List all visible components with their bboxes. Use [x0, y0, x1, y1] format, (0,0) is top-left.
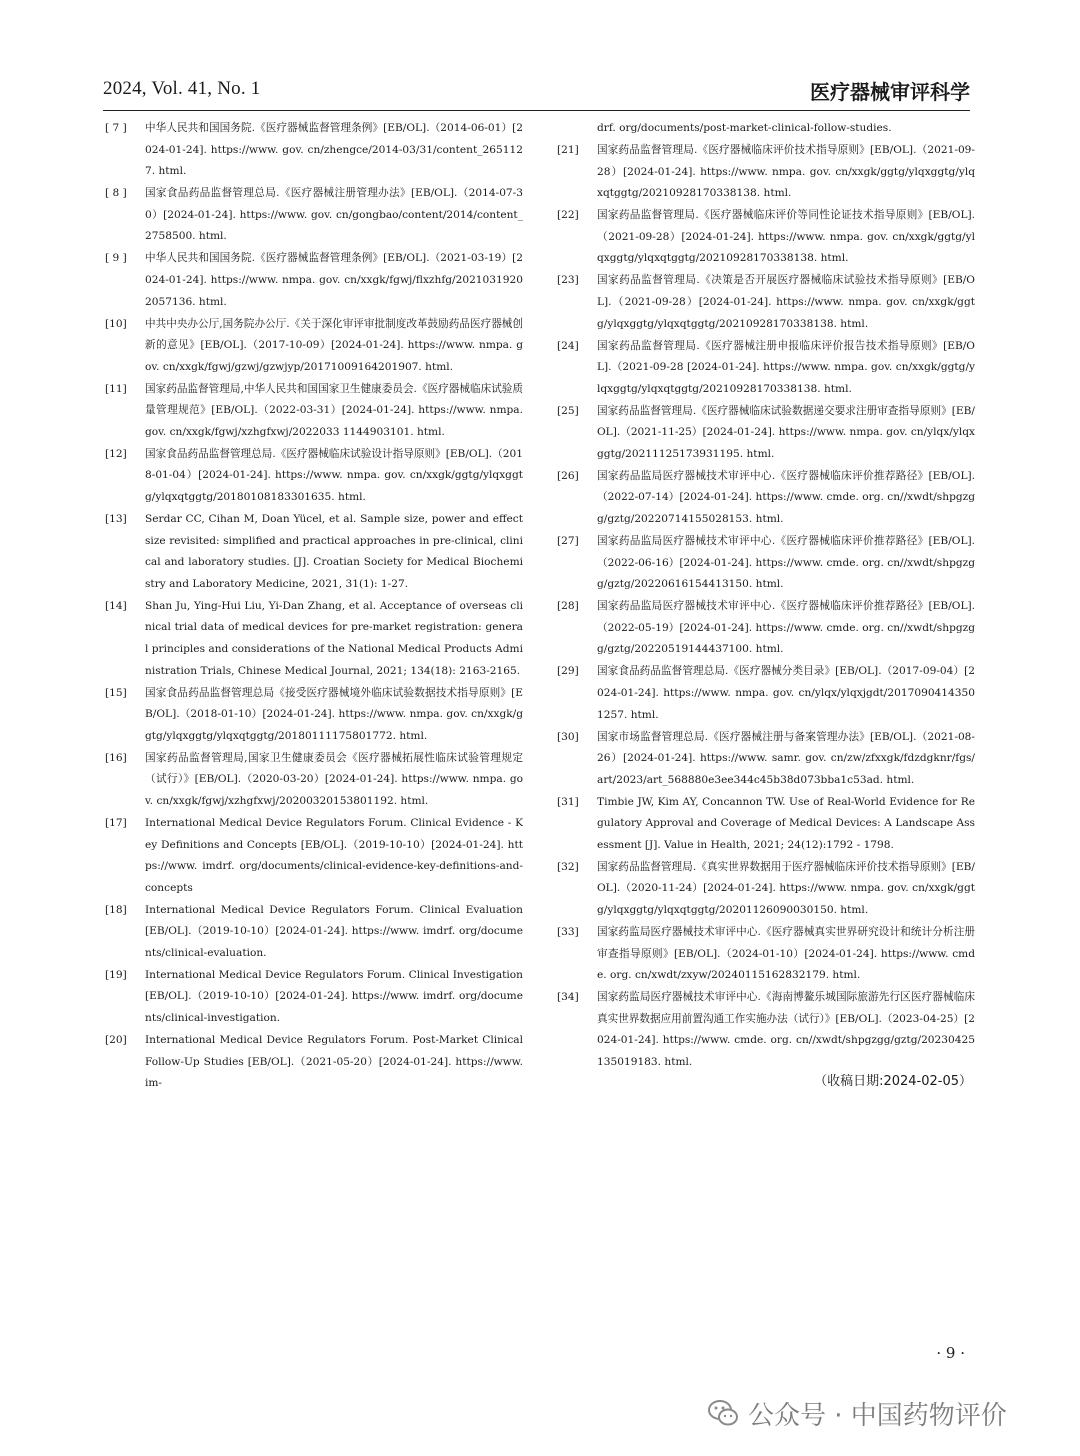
reference-item: [105, 596, 523, 682]
reference-number: [16]: [105, 751, 127, 764]
reference-text: Serdar CC, Cihan M, Doan Yücel, et al. Sample size, power and effect size revisited: simplified and practical approaches in pre-clinical, clinical and laboratory studies. [J]. Croatian Society for Medical Biochemistry and Laboratory Medicine, 2021, 31(1): 1-27.: [145, 513, 523, 590]
reference-item: [557, 140, 975, 205]
reference-text: 国家药品监督管理局,中华人民共和国国家卫生健康委员会.《医疗器械临床试验质量管理规范》[EB/OL].（2022-03-31）[2024-01-24]. https://www. nmpa. gov. cn/xxgk/fgwj/xzhgfxwj/2022033 1144903101. html.: [145, 382, 523, 438]
reference-text: 国家药品监督管理局.《医疗器械临床评价技术指导原则》[EB/OL].（2021-09-28）[2024-01-24]. https://www. nmpa. gov. cn/xxgk/ggtg/ylqxggtg/ylqxqtggtg/20210928170338138. html.: [597, 143, 975, 200]
reference-number: [12]: [105, 447, 127, 460]
reference-item: [105, 1030, 523, 1095]
reference-number: [20]: [105, 1034, 127, 1047]
reference-item: [105, 509, 523, 595]
reference-item: [105, 248, 523, 313]
reference-text: International Medical Device Regulators Forum. Clinical Evidence - Key Definitions and Concepts [EB/OL].（2019-10-10）[2024-01-24]. https://www. imdrf. org/documents/clinical-evidence-key-definitions-and-concepts: [145, 816, 523, 894]
reference-item: [557, 205, 975, 270]
reference-text: Timbie JW, Kim AY, Concannon TW. Use of Real-World Evidence for Regulatory Approval and Coverage of Medical Devices: A Landscape Assessment [J]. Value in Health, 2021; 24(12):1792 - 1798.: [597, 795, 975, 851]
reference-text: 国家药监局医疗器械技术审评中心.《医疗器械真实世界研究设计和统计分析注册审查指导原则》[EB/OL].（2024-01-10）[2024-01-24]. https://www. cmde. org. cn/xwdt/zxyw/20240115162832179. html.: [597, 926, 975, 982]
reference-continuation: drf. org/documents/post-market-clinical-follow-studies.: [597, 122, 892, 134]
reference-text: 国家药品监督管理局.《医疗器械注册申报临床评价报告技术指导原则》[EB/OL].（2021-09-28 [2024-01-24]. https://www. nmpa. gov. cn/xxgk/ggtg/ylqxggtg/ylqxqtggtg/20210928170338138. html.: [597, 339, 975, 395]
reference-text: 国家药品监局医疗器械技术审评中心.《医疗器械临床评价推荐路径》[EB/OL].（2022-05-19）[2024-01-24]. https://www. cmde. org. cn//xwdt/shpgzgg/gztg/20220519144437100. html.: [597, 600, 975, 656]
reference-text: 国家药监局医疗器械技术审评中心.《海南博鳌乐城国际旅游先行区医疗器械临床真实世界数据应用前置沟通工作实施办法（试行）》[EB/OL].（2023-04-25）[2024-01-24]. https://www. cmde. org. cn//xwdt/shpgzgg/gztg/20230425135019183. html.: [597, 991, 975, 1068]
reference-item: [557, 596, 975, 661]
watermark-text: 公众号 · 中国药物评价: [748, 1400, 1007, 1431]
reference-item: [105, 965, 523, 1030]
reference-text: 国家药品监督管理局.《决策是否开展医疗器械临床试验技术指导原则》[EB/OL].（2021-09-28）[2024-01-24]. https://www. nmpa. gov. cn/xxgk/ggtg/ylqxggtg/ylqxqtggtg/20210928170338138. html.: [597, 274, 975, 330]
reference-item: [557, 792, 975, 857]
reference-number: [26]: [557, 469, 579, 482]
reference-text: 国家药品监督管理局.《真实世界数据用于医疗器械临床评价技术指导原则》[EB/OL].（2020-11-24）[2024-01-24]. https://www. nmpa. gov. cn/xxgk/ggtg/ylqxggtg/ylqxqtggtg/20201126090030150. html.: [597, 860, 975, 917]
reference-text: 国家药品监督管理局.《医疗器械临床评价等同性论证技术指导原则》[EB/OL].（2021-09-28）[2024-01-24]. https://www. nmpa. gov. cn/xxgk/ggtg/ylqxggtg/ylqxqtggtg/20210928170338138. html.: [597, 209, 975, 265]
reference-item: [105, 813, 523, 899]
reference-text: 国家药品监局医疗器械技术审评中心.《医疗器械临床评价推荐路径》[EB/OL].（2022-07-14）[2024-01-24]. https://www. cmde. org. cn//xwdt/shpgzgg/gztg/20220714155028153. html.: [597, 469, 975, 526]
running-header: [103, 74, 970, 111]
reference-number: [11]: [105, 382, 127, 395]
reference-number: [25]: [557, 404, 579, 417]
journal-title: 医疗器械审评科学: [810, 80, 970, 104]
wechat-watermark: [706, 1393, 1007, 1433]
reference-item: [105, 379, 523, 444]
reference-number: [32]: [557, 860, 579, 873]
reference-column-right: [557, 118, 975, 1074]
reference-number: [34]: [557, 991, 579, 1004]
reference-number: [18]: [105, 903, 127, 916]
reference-item: [557, 270, 975, 335]
reference-text: 中共中央办公厅,国务院办公厅.《关于深化审评审批制度改革鼓励药品医疗器械创新的意见》[EB/OL].（2017-10-09）[2024-01-24]. https://www. nmpa. gov. cn/xxgk/fgwj/gzwj/gzwjyp/20171009164201907. html.: [145, 317, 523, 373]
reference-text: 国家市场监督管理总局.《医疗器械注册与备案管理办法》[EB/OL].（2021-08-26）[2024-01-24]. https://www. samr. gov. cn/zw/zfxxgk/fdzdgknr/fgs/art/2023/art_568880e3ee344c45b38d073bba1c53ad. html.: [597, 730, 975, 786]
reference-text: Shan Ju, Ying-Hui Liu, Yi-Dan Zhang, et al. Acceptance of overseas clinical trial data of medical devices for pre-market registration: general principles and considerations of the National Medical Products Administration Trials, Chinese Medical Journal, 2021; 134(18): 2163-2165.: [145, 599, 523, 677]
page-number: · 9 ·: [936, 1344, 965, 1362]
reference-text: 国家药品监局医疗器械技术审评中心.《医疗器械临床评价推荐路径》[EB/OL].（2022-06-16）[2024-01-24]. https://www. cmde. org. cn//xwdt/shpgzgg/gztg/20220616154413150. html.: [597, 535, 975, 591]
reference-item: [557, 661, 975, 726]
reference-item: [105, 314, 523, 379]
reference-number: [21]: [557, 143, 579, 156]
reference-text: 中华人民共和国国务院.《医疗器械监督管理条例》[EB/OL].（2021-03-19）[2024-01-24]. https://www. nmpa. gov. cn/xxgk/fgwj/flxzhfg/20210319202057136. html.: [145, 252, 523, 308]
reference-item: [557, 857, 975, 922]
reference-item: [105, 118, 523, 183]
reference-number: [33]: [557, 926, 579, 939]
reference-item: [557, 336, 975, 401]
reference-item: [557, 531, 975, 596]
reference-item: [557, 727, 975, 792]
reference-number: [31]: [557, 795, 579, 808]
reference-item: [557, 466, 975, 531]
reference-number: [14]: [105, 599, 127, 612]
reference-column-left: [105, 118, 523, 1095]
reference-number: [28]: [557, 600, 579, 613]
received-date: （收稿日期:2024-02-05）: [814, 1074, 972, 1089]
reference-item: [105, 183, 523, 248]
reference-text: International Medical Device Regulators Forum. Post-Market Clinical Follow-Up Studies [EB/OL].（2021-05-20）[2024-01-24]. https://www. im-: [145, 1034, 523, 1090]
wechat-icon: [706, 1396, 740, 1430]
reference-number: [15]: [105, 686, 127, 699]
reference-number: [ 7 ]: [105, 122, 127, 134]
reference-text: 国家食品药品监督管理总局.《医疗器械注册管理办法》[EB/OL].（2014-07-30）[2024-01-24]. https://www. gov. cn/gongbao/content/2014/content_2758500. html.: [145, 187, 523, 243]
reference-item: [557, 922, 975, 987]
reference-number: [13]: [105, 513, 127, 526]
reference-text: 中华人民共和国国务院.《医疗器械监督管理条例》[EB/OL].（2014-06-01）[2024-01-24]. https://www. gov. cn/zhengce/2014-03/31/content_2651127. html.: [145, 122, 523, 178]
reference-text: 国家食品药品监督管理总局.《医疗器械临床试验设计指导原则》[EB/OL].（2018-01-04）[2024-01-24]. https://www. nmpa. gov. cn/xxgk/ggtg/ylqxggtg/ylqxqtggtg/20180108183301635. html.: [145, 447, 523, 504]
reference-item: [105, 444, 523, 509]
reference-item: [105, 900, 523, 965]
reference-text: 国家食品药品监督管理总局.《医疗器械分类目录》[EB/OL].（2017-09-04）[2024-01-24]. https://www. nmpa. gov. cn/ylqx/ylqxjgdt/20170904143501257. html.: [597, 665, 975, 721]
reference-number: [ 9 ]: [105, 252, 127, 265]
reference-number: [10]: [105, 317, 127, 330]
reference-text: International Medical Device Regulators Forum. Clinical Evaluation [EB/OL].（2019-10-10）[2024-01-24]. https://www. imdrf. org/documents/clinical-evaluation.: [145, 903, 523, 959]
reference-number: [29]: [557, 665, 579, 678]
reference-number: [22]: [557, 209, 579, 222]
reference-number: [24]: [557, 339, 579, 352]
reference-text: International Medical Device Regulators Forum. Clinical Investigation [EB/OL].（2019-10-10）[2024-01-24]. https://www. imdrf. org/documents/clinical-investigation.: [145, 968, 523, 1025]
reference-number: [17]: [105, 816, 127, 829]
issue-info: 2024, Vol. 41, No. 1: [103, 78, 261, 99]
reference-number: [ 8 ]: [105, 187, 127, 200]
reference-number: [27]: [557, 535, 579, 548]
reference-text: 国家药品监督管理局,国家卫生健康委员会《医疗器械拓展性临床试验管理规定（试行）》[EB/OL].（2020-03-20）[2024-01-24]. https://www. nmpa. gov. cn/xxgk/fgwj/xzhgfxwj/20200320153801192. html.: [145, 751, 523, 807]
reference-item: [557, 987, 975, 1073]
reference-text: 国家食品药品监督管理总局《接受医疗器械境外临床试验数据技术指导原则》[EB/OL].（2018-01-10）[2024-01-24]. https://www. nmpa. gov. cn/xxgk/ggtg/ylqxggtg/ylqxqtggtg/20180111175801772. html.: [145, 686, 523, 742]
reference-text: 国家药品监督管理局.《医疗器械临床试验数据递交要求注册审查指导原则》[EB/OL].（2021-11-25）[2024-01-24]. https://www. nmpa. gov. cn/ylqx/ylqxggtg/20211125173931195. html.: [597, 404, 975, 460]
reference-number: [23]: [557, 274, 579, 287]
reference-item: [105, 748, 523, 813]
reference-item: [557, 401, 975, 466]
reference-number: [30]: [557, 730, 579, 743]
reference-item: [105, 683, 523, 748]
reference-number: [19]: [105, 968, 127, 981]
